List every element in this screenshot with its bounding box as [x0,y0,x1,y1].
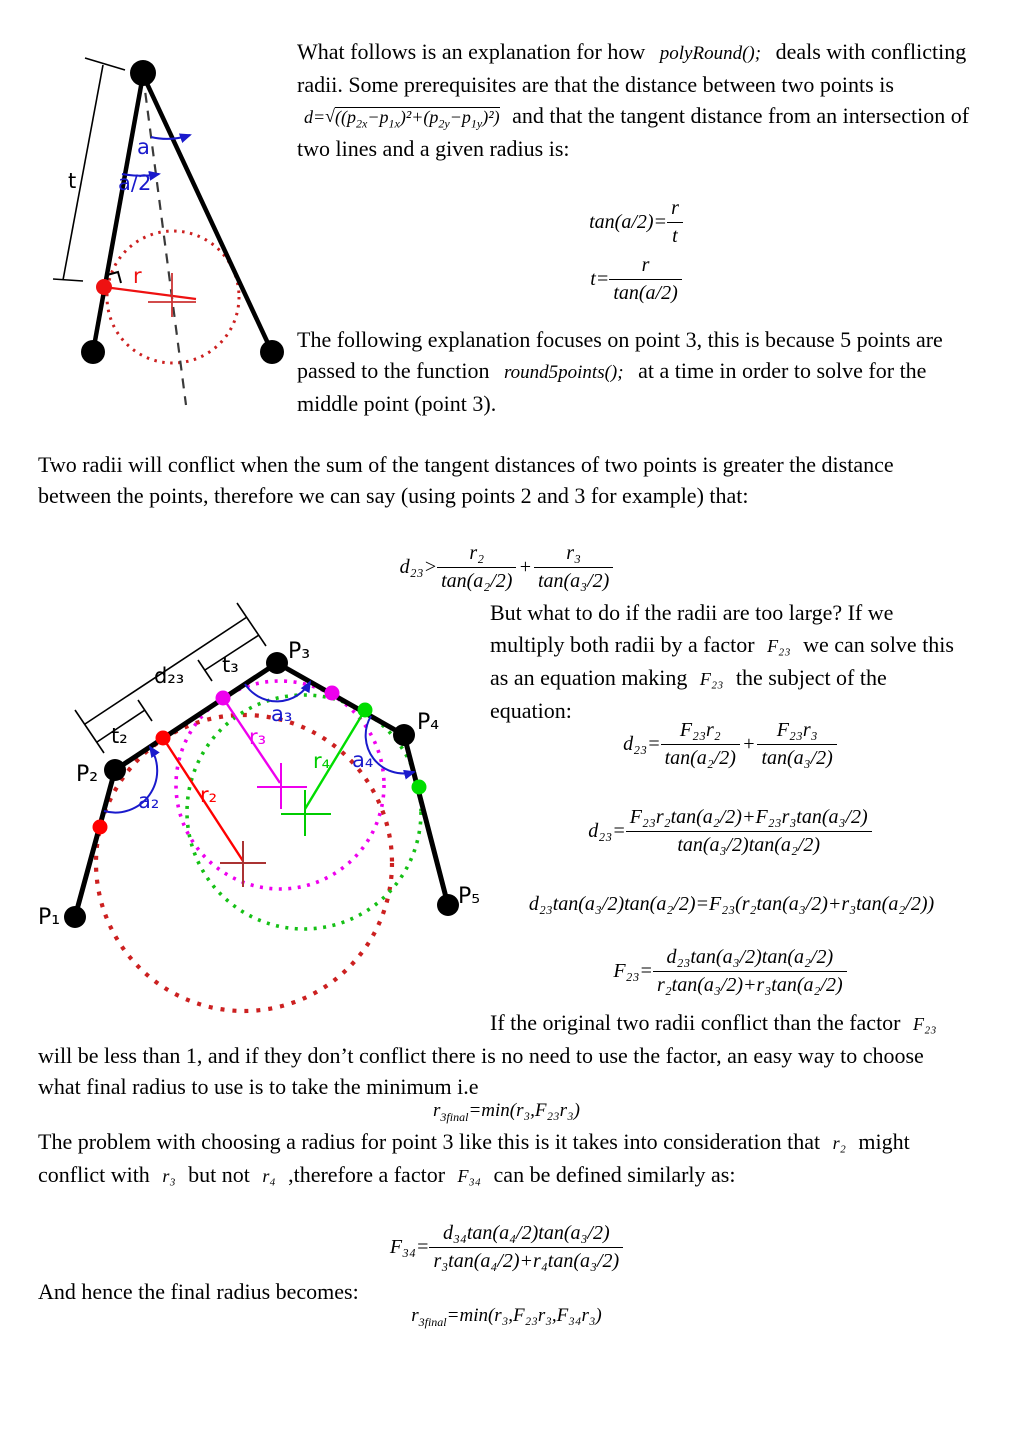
r3-label: r₃ [249,725,267,749]
var-f34: F₃₄ [457,1166,482,1186]
function-name-polyround: polyRound(); [659,43,762,64]
equation-r3final-min2: $r_{3final}=\min(r_3,F_{23}r_3,F_{34}r_3)$ [411,1305,602,1329]
a-label: a [137,135,150,159]
corner-legs [93,75,272,352]
equation-d23-single-fraction: d₂₃= $\frac{\text{F₂₃r₂tan(a₂/2)+F₂₃r₃tan(a₃/2)}}{\text{tan(a₃/2)tan(a₂/2)}}$ [490,806,970,857]
problem-paragraph: The problem with choosing a radius for point 3 like this is it takes into consideration that r₂ might conflict with r₃ but not r₄ ,therefore a factor F₃₄ can be defined similarly as: [38,1129,910,1187]
conflict-paragraph: Two radii will conflict when the sum of the tangent distances of two points is greater the distance between the points, therefore we can say (using points 2 and 3 for example) that: [38,452,894,508]
equation-linear-form: d₂₃tan(a₃/2)tan(a₂/2)=F₂₃(r₂tan(a₃/2)+r₃tan(a₂/2)) [528,893,935,915]
equation-tan-half-angle: tan(a/2)= $\frac{r}{t}$ [297,197,975,248]
distance-formula-inline [304,106,500,131]
radius-line [104,273,196,317]
var-r3: r₃ [162,1166,176,1186]
intro-text: and that the tangent distance from an intersection of two lines and a given radius is: [297,103,970,161]
p1-label: P₁ [38,905,61,930]
p2-label: P₂ [76,762,99,787]
red-center-cross [220,841,266,887]
a2-label: a₂ [138,789,160,813]
r-label: r [133,264,142,288]
hence-paragraph: And hence the final radius becomes: [38,1279,359,1304]
t-label: t [68,169,77,193]
tangent-distance-diagram [30,40,310,420]
var-r2: r₂ [832,1133,846,1153]
polyline-radii-diagram [30,600,485,1025]
equation-d23-factored-fractions: d₂₃= $\frac{\text{F₂₃r₂}}{\text{tan(a₂/2)}}$ + $\frac{\text{F₂₃r₃}}{\text{tan(a₃/2)}}$ [490,719,970,770]
t2-label: t₂ [111,724,128,748]
intro-paragraph [297,36,975,164]
focus-paragraph: The following explanation focuses on point 3, this is because 5 points are passed to the function round5points(); at a time in order to solve for the middle point (point 3). [297,327,943,416]
butwhat-paragraph: But what to do if the radii are too large? If we multiply both radii by a factor F₂₃ we can solve this as an equation making F₂₃ the subject of the equation: [490,600,954,723]
p5-label: P₅ [458,884,481,909]
a4-label: a₄ [352,748,374,772]
t-measurement-line [53,58,125,281]
center-crosses [220,763,331,887]
t2-tick [138,700,152,721]
tangent-point-dot [96,279,112,295]
d23-label: d₂₃ [154,664,185,688]
p2-end-tick [75,710,104,753]
equation-r3final-min1: $r_{3final}=\min(r_3,F_{23}r_3)$ [433,1100,580,1124]
a-half-label: a/2 [118,171,152,195]
equation-f34: F₃₄= $\frac{\text{d₃₄tan(a₄/2)tan(a₃/2)}}{\text{r₃tan(a₄/2)+r₄tan(a₃/2)}}$ [0,1222,1013,1273]
var-f23: F₂₃ [913,1014,937,1034]
green-center-cross [281,790,331,836]
intro-text: deals with conflicting radii. Some prerequisites are that the distance between two points is [297,39,967,97]
tangent-equations [297,197,975,305]
t3-tick [198,660,212,681]
equation-tangent-distance: t= $\frac{r}{\tan(a/2)}$ [297,254,975,305]
p4-label: P₄ [417,710,440,735]
var-f23: F₂₃ [699,669,724,689]
ifconflict-paragraph: If the original two radii conflict than the factor F₂₃ will be less than 1, and if they don’t conflict there is no need to use the factor, an easy way to choose what final radius to use is to take the minimum i.e [38,1010,937,1099]
equation-f23: F₂₃= $\frac{\text{d₂₃tan(a₃/2)tan(a₂/2)}}{\text{r₂tan(a₃/2)+r₃tan(a₂/2)}}$ [490,946,970,997]
r2-label: r₂ [200,783,218,807]
distance-lhs: d= [304,107,326,127]
a3-label: a₃ [271,702,293,726]
radical-body: $((p_{2x}-p_{1x})^2+(p_{2y}-p_{1y})^2)$ [335,107,500,131]
var-f23: F₂₃ [767,636,791,656]
intro-text: What follows is an explanation for how [297,39,646,64]
magenta-center-cross [257,763,307,809]
var-r4: r₄ [262,1166,276,1186]
radical-sign: √ [325,106,336,126]
t3-label: t₃ [222,653,239,677]
function-name-round5points: round5points(); [503,362,624,383]
equation-d23-inequality: d₂₃> $\frac{\text{r₂}}{\text{tan(a₂/2)}}$ + $\frac{\text{r₃}}{\text{tan(a₃/2)}}$ [0,542,1013,593]
r4-label: r₄ [313,749,331,773]
p3-label: P₃ [288,639,311,664]
